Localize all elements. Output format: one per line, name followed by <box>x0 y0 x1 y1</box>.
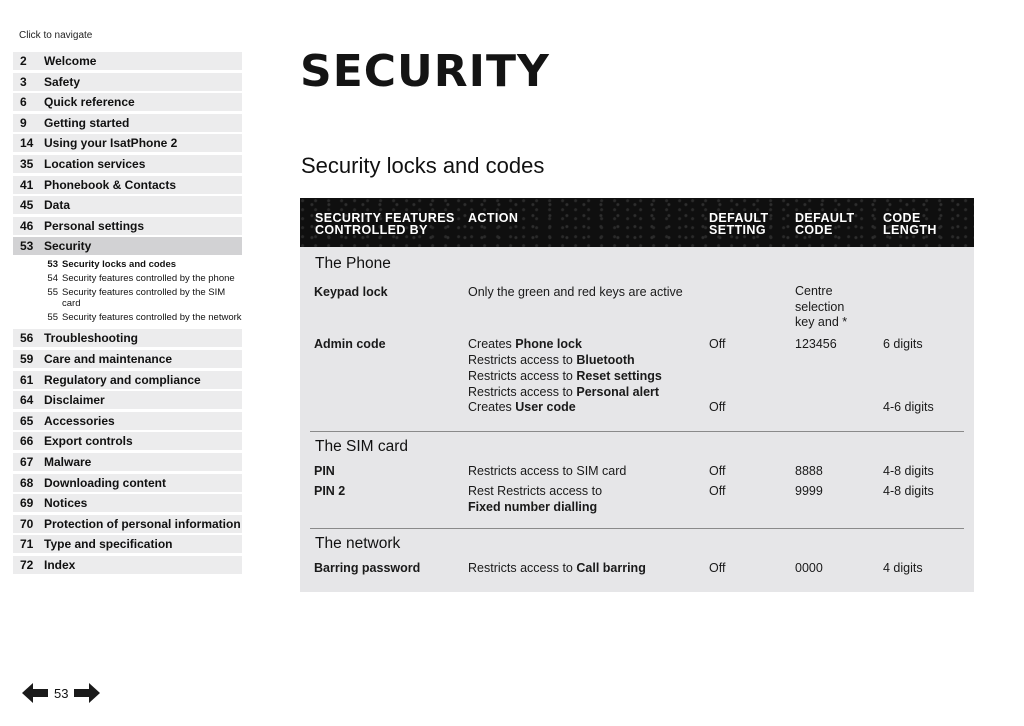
nav-item-label: Quick reference <box>44 95 135 110</box>
nav-item-number: 3 <box>20 74 27 89</box>
nav-item-using-isatphone[interactable] <box>13 134 242 152</box>
nav-item-location-services[interactable] <box>13 155 242 173</box>
nav-item-safety[interactable] <box>13 73 242 91</box>
admin-action-phone-lock <box>468 336 662 352</box>
nav-item-number: 9 <box>20 115 27 130</box>
action-target: User code <box>515 400 576 414</box>
nav-item-number: 59 <box>20 351 34 366</box>
nav-item-label: Welcome <box>44 54 97 68</box>
nav-item-number: 56 <box>20 331 34 346</box>
action-target: Phone lock <box>515 337 582 351</box>
row-keypad-code <box>795 284 847 331</box>
row-pin-setting: Off <box>709 464 726 478</box>
subnav-item-label: Security features controlled by the network <box>62 312 242 324</box>
nav-item-number: 53 <box>20 239 34 254</box>
row-user-code-action <box>468 399 576 415</box>
row-keypad-code-line3: key and * <box>795 315 848 329</box>
nav-item-number: 70 <box>20 516 34 531</box>
row-user-code-length: 4-6 digits <box>883 400 934 414</box>
nav-item-data[interactable] <box>13 196 242 214</box>
nav-item-number: 61 <box>20 372 34 387</box>
subnav-item-number: 54 <box>47 273 58 285</box>
admin-action-reset-settings <box>468 368 662 384</box>
section-heading: Security locks and codes <box>301 153 545 178</box>
nav-item-label: Phonebook & Contacts <box>44 177 177 192</box>
nav-item-number: 72 <box>20 557 34 572</box>
nav-item-security[interactable] <box>13 237 242 255</box>
nav-item-quick-reference[interactable] <box>13 93 242 111</box>
subnav-item-number: 53 <box>47 259 58 271</box>
nav-item-number: 64 <box>20 393 34 408</box>
nav-item-regulatory[interactable] <box>13 371 242 389</box>
row-keypad-code-line1: Centre <box>795 284 833 298</box>
nav-item-label: Troubleshooting <box>44 331 138 346</box>
header-default-setting-line2: SETTING <box>709 223 766 237</box>
row-pin2-code: 9999 <box>795 484 823 498</box>
row-barring-code: 0000 <box>795 561 823 575</box>
pin2-action-line1: Rest Restricts access to <box>468 484 603 498</box>
row-pin2-action <box>468 483 602 515</box>
nav-item-label: Accessories <box>44 413 115 428</box>
nav-hint: Click to navigate <box>19 30 93 41</box>
nav-item-label: Protection of personal information <box>44 516 241 531</box>
action-text: Restricts access to <box>468 353 577 367</box>
subnav-item-phone-features[interactable] <box>13 273 242 284</box>
sidebar-nav <box>13 52 242 576</box>
row-pin-feature: PIN <box>314 464 335 478</box>
nav-item-label: Notices <box>44 496 88 511</box>
nav-item-personal-information[interactable] <box>13 515 242 533</box>
action-target: Personal alert <box>576 385 660 399</box>
action-target: Bluetooth <box>576 353 635 367</box>
section-divider <box>310 528 964 529</box>
nav-item-malware[interactable] <box>13 453 242 471</box>
action-text: Restricts access to <box>468 385 577 399</box>
nav-item-number: 67 <box>20 454 34 469</box>
row-admin-code: 123456 <box>795 337 837 351</box>
page-navigation <box>20 681 102 705</box>
row-pin2-feature: PIN 2 <box>314 484 346 498</box>
pin2-action-line2: Fixed number dialling <box>468 500 598 514</box>
action-text: Restricts access to <box>468 561 577 575</box>
header-default-setting <box>709 212 769 236</box>
nav-item-number: 68 <box>20 475 34 490</box>
nav-item-index[interactable] <box>13 556 242 574</box>
nav-item-number: 6 <box>20 95 27 110</box>
nav-item-disclaimer[interactable] <box>13 391 242 409</box>
nav-item-label: Data <box>44 198 71 213</box>
header-default-setting-line1: DEFAULT <box>709 211 769 225</box>
row-barring-feature: Barring password <box>314 561 421 575</box>
subnav-item-number: 55 <box>47 312 58 324</box>
nav-item-label: Disclaimer <box>44 393 105 408</box>
subnav-item-locks-codes[interactable] <box>13 259 242 270</box>
nav-item-number: 45 <box>20 198 34 213</box>
header-feature-line2: CONTROLLED BY <box>315 223 428 237</box>
header-default-code-line1: DEFAULT <box>795 211 855 225</box>
row-pin-length: 4-8 digits <box>883 464 934 478</box>
row-pin-action: Restricts access to SIM card <box>468 464 627 478</box>
subnav-item-network-features[interactable] <box>13 312 242 323</box>
nav-item-troubleshooting[interactable] <box>13 329 242 347</box>
nav-item-number: 2 <box>20 54 27 68</box>
action-text: Creates <box>468 400 516 414</box>
subnav-item-label: Security locks and codes <box>62 259 177 271</box>
nav-item-number: 69 <box>20 496 34 511</box>
row-admin-length: 6 digits <box>883 337 923 351</box>
header-feature-line1: SECURITY FEATURES <box>315 211 455 225</box>
nav-item-downloading-content[interactable] <box>13 474 242 492</box>
section-title-phone: The Phone <box>315 255 391 272</box>
action-target: Reset settings <box>576 369 662 383</box>
action-text: Creates <box>468 337 516 351</box>
nav-item-number: 66 <box>20 434 34 449</box>
subnav-item-sim-features[interactable] <box>13 287 242 309</box>
nav-item-number: 41 <box>20 177 34 192</box>
page-title: SECURITY <box>300 46 550 97</box>
nav-item-label: Care and maintenance <box>44 351 173 366</box>
nav-item-welcome[interactable] <box>13 52 242 70</box>
header-code-length <box>883 212 937 236</box>
nav-item-label: Personal settings <box>44 218 145 233</box>
header-default-code <box>795 212 855 236</box>
row-barring-action <box>468 560 646 576</box>
nav-item-notices[interactable] <box>13 494 242 512</box>
previous-page-arrow-icon[interactable] <box>20 681 50 705</box>
subnav-item-number: 55 <box>47 287 58 299</box>
nav-item-export-controls[interactable] <box>13 432 242 450</box>
row-user-code-setting: Off <box>709 400 726 414</box>
security-subnav <box>13 255 242 329</box>
section-divider <box>310 431 964 432</box>
nav-item-type-specification[interactable] <box>13 535 242 553</box>
subnav-item-label: Security features controlled by the SIM card <box>62 287 226 310</box>
section-title-network: The network <box>315 535 401 552</box>
nav-item-label: Regulatory and compliance <box>44 372 201 387</box>
header-default-code-line2: CODE <box>795 223 833 237</box>
row-admin-setting: Off <box>709 337 726 351</box>
row-barring-length: 4 digits <box>883 561 923 575</box>
nav-item-label: Type and specification <box>44 537 173 552</box>
nav-item-care-maintenance[interactable] <box>13 350 242 368</box>
nav-item-label: Location services <box>44 156 146 171</box>
nav-item-getting-started[interactable] <box>13 114 242 132</box>
header-feature <box>315 212 455 236</box>
header-code-length-line1: CODE <box>883 211 921 225</box>
nav-item-label: Malware <box>44 454 92 469</box>
row-pin2-setting: Off <box>709 484 726 498</box>
header-action: ACTION <box>468 211 519 225</box>
nav-item-personal-settings[interactable] <box>13 217 242 235</box>
nav-item-number: 46 <box>20 218 34 233</box>
nav-item-number: 35 <box>20 156 34 171</box>
subnav-item-label: Security features controlled by the phone <box>62 273 235 285</box>
row-pin2-length: 4-8 digits <box>883 484 934 498</box>
nav-item-label: Using your IsatPhone 2 <box>44 136 178 151</box>
row-pin-code: 8888 <box>795 464 823 478</box>
nav-item-label: Security <box>44 239 92 254</box>
row-keypad-feature: Keypad lock <box>314 285 388 299</box>
row-admin-actions <box>468 336 662 400</box>
admin-action-bluetooth <box>468 352 662 368</box>
nav-item-label: Getting started <box>44 115 130 130</box>
row-admin-feature: Admin code <box>314 337 386 351</box>
nav-item-phonebook[interactable] <box>13 176 242 194</box>
table-header <box>300 198 974 247</box>
row-barring-setting: Off <box>709 561 726 575</box>
admin-action-personal-alert <box>468 384 662 400</box>
section-title-sim: The SIM card <box>315 438 409 455</box>
nav-item-label: Index <box>44 557 76 572</box>
nav-item-label: Export controls <box>44 434 133 449</box>
row-keypad-action: Only the green and red keys are active <box>468 285 683 299</box>
nav-item-number: 65 <box>20 413 34 428</box>
nav-item-number: 71 <box>20 537 34 552</box>
row-keypad-code-line2: selection <box>795 299 845 314</box>
nav-item-accessories[interactable] <box>13 412 242 430</box>
action-target: Call barring <box>576 561 646 575</box>
nav-item-label: Safety <box>44 74 81 89</box>
header-code-length-line2: LENGTH <box>883 223 937 237</box>
nav-item-label: Downloading content <box>44 475 166 490</box>
action-text: Restricts access to <box>468 369 577 383</box>
nav-item-number: 14 <box>20 136 34 151</box>
security-table <box>300 198 974 592</box>
next-page-arrow-icon[interactable] <box>72 681 102 705</box>
page-number: 53 <box>54 685 69 701</box>
